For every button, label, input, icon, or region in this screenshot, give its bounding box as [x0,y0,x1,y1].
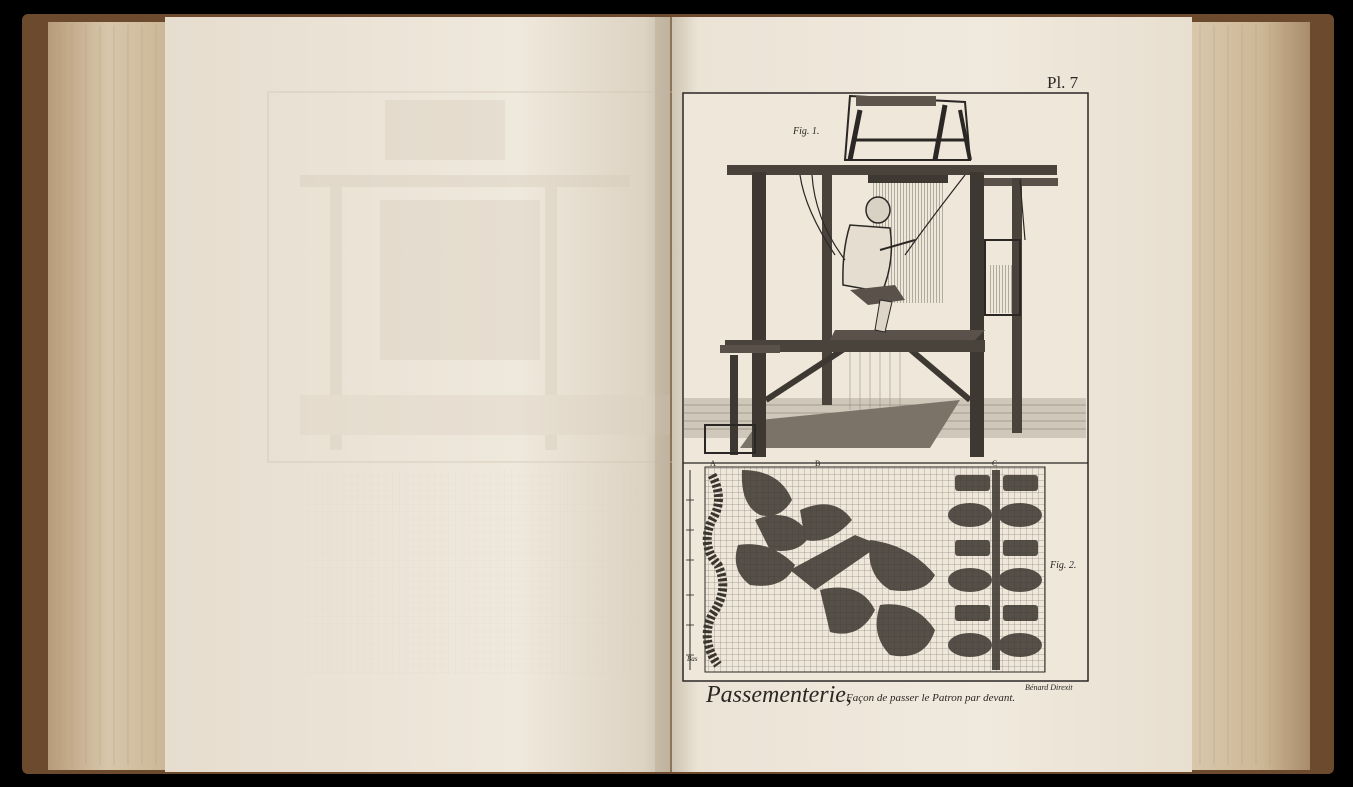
plate-subtitle: Façon de passer le Patron par devant. [846,692,1016,704]
pattern-letter-a: A [710,459,716,468]
engraver-credit: Bénard Direxit [1025,683,1073,692]
left-page-edges [48,22,168,770]
plate-number: Pl. 7 [1047,73,1079,92]
fig2-label: Fig. 2. [1050,560,1077,571]
pattern-letter-c: C [992,459,998,468]
pattern-grid [686,459,1045,672]
right-page-edges [1188,22,1310,770]
plate-title: Passementerie, [706,682,852,708]
pattern-letter-b: B [815,459,821,468]
scale-label: Bas [687,655,698,663]
fig1-label: Fig. 1. [793,126,820,137]
